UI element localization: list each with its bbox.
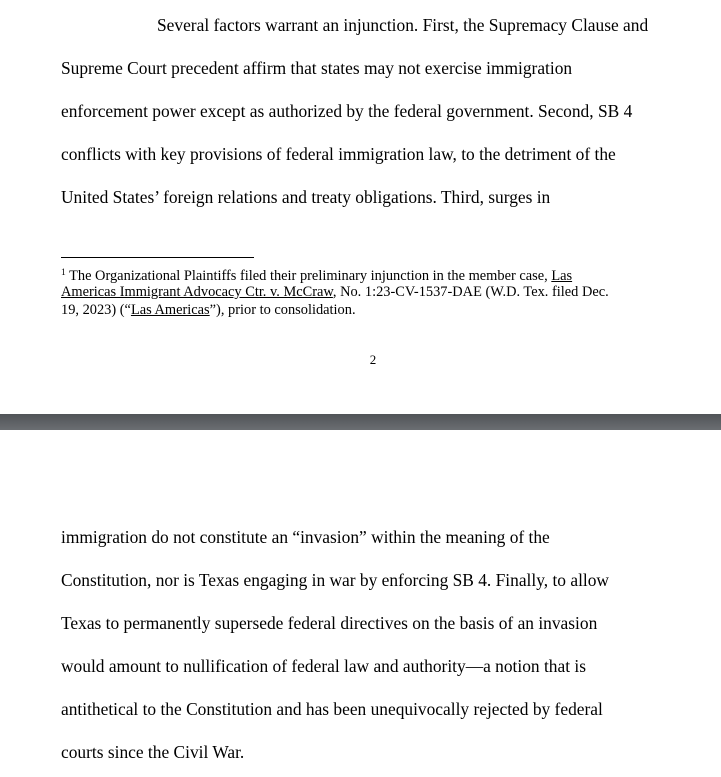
case-short-name: Las Americas: [130, 302, 210, 318]
footnote-separator: [61, 257, 254, 258]
body-text-line: Several factors warrant an injunction. First, the Supremacy Clause and: [157, 15, 649, 35]
body-text-line: Supreme Court precedent affirm that states may not exercise immigration: [61, 58, 573, 78]
footnote-text: , No. 1:23-CV-1537-DAE (W.D. Tex. filed Dec.: [332, 284, 609, 300]
footnote-text: The Organizational Plaintiffs filed their preliminary injunction in the member case,: [65, 268, 552, 284]
document-page-bottom: [0, 430, 721, 777]
body-text-line: enforcement power except as authorized by the federal government. Second, SB 4: [61, 101, 633, 121]
case-citation-link: Americas Immigrant Advocacy Ctr. v. McCraw: [61, 284, 333, 300]
body-text-line: Texas to permanently supersede federal directives on the basis of an invasion: [61, 613, 598, 633]
footnote-text: ”), prior to consolidation.: [209, 302, 356, 318]
body-text-line: United States’ foreign relations and treaty obligations. Third, surges in: [61, 187, 551, 207]
body-text-line: courts since the Civil War.: [61, 742, 245, 762]
body-text-line: Constitution, nor is Texas engaging in war by enforcing SB 4. Finally, to allow: [61, 570, 609, 590]
footnote-text: 19, 2023) (“: [61, 302, 131, 318]
body-text-line: antithetical to the Constitution and has been unequivocally rejected by federal: [61, 699, 603, 719]
body-text-line: immigration do not constitute an “invasion” within the meaning of the: [61, 527, 550, 547]
footnote-line-2: [61, 284, 609, 301]
case-citation-link: Las: [551, 268, 573, 284]
footnote-marker: 1: [61, 268, 66, 278]
page-break-bar: [0, 414, 721, 430]
footnote-line-3: [61, 302, 356, 319]
body-text-line: would amount to nullification of federal law and authority—a notion that is: [61, 656, 586, 676]
footnote-line-1: [61, 265, 572, 285]
page-number: 2: [369, 352, 377, 367]
body-text-line: conflicts with key provisions of federal immigration law, to the detriment of the: [61, 144, 616, 164]
